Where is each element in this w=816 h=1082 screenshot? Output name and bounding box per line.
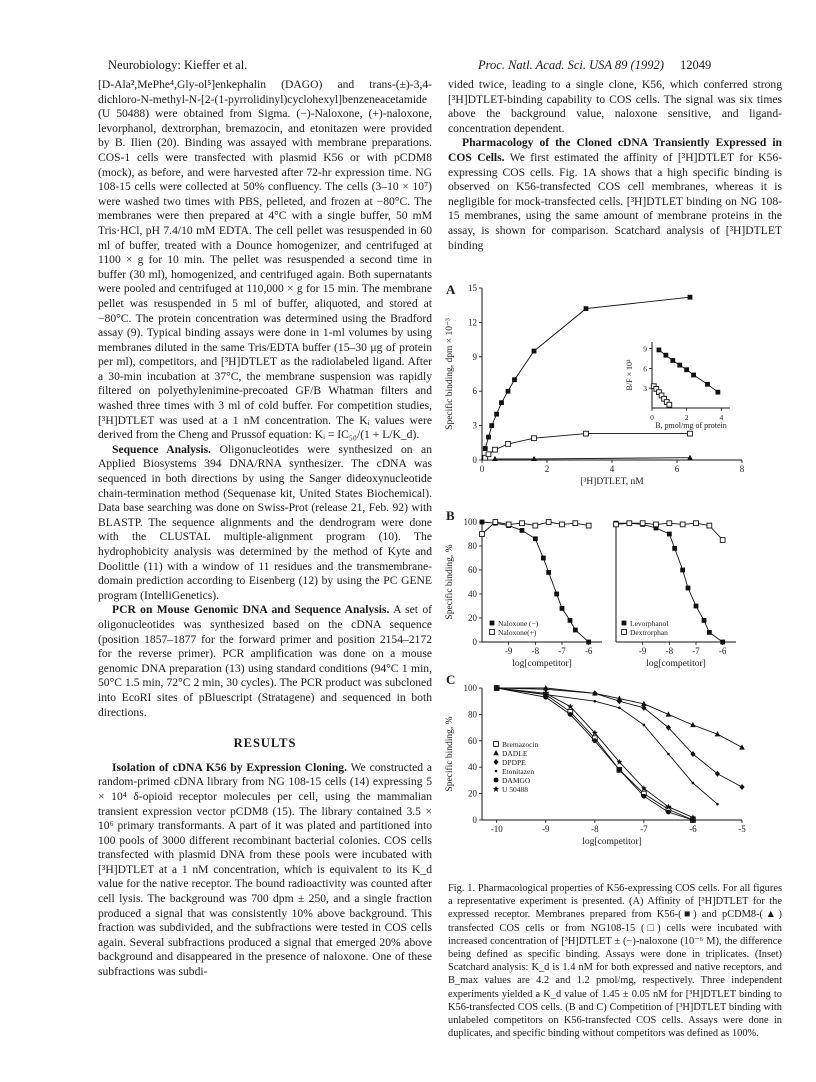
x-tick-label: -8: [665, 646, 674, 656]
data-point: [739, 744, 745, 749]
data-point: [499, 400, 504, 405]
pharmacology-paragraph: [448, 136, 782, 253]
data-point: [715, 771, 720, 777]
x-axis-label: log[competitor]: [582, 837, 642, 847]
data-point: [541, 556, 546, 561]
data-point: [586, 523, 591, 528]
x-tick-label: -7: [558, 646, 566, 656]
series-line: [495, 458, 690, 459]
legend-label: DAMGO: [502, 776, 531, 785]
data-point: [677, 363, 682, 368]
y-tick-label: 100: [463, 517, 477, 527]
pharmacology-heading: Pharmacology of the Cloned cDNA Transiently Expressed in COS Cells.: [448, 136, 782, 164]
y-tick-label: 3: [472, 420, 477, 431]
legend-label: Bremazocin: [502, 740, 539, 749]
data-point: [666, 810, 671, 815]
data-point: [702, 618, 707, 623]
x-tick-label: -9: [638, 646, 647, 656]
x-tick-label: 2: [684, 413, 689, 422]
data-point: [546, 520, 551, 525]
x-tick-label: -5: [738, 824, 746, 834]
y-tick-label: 80: [468, 541, 477, 551]
data-point: [546, 570, 551, 575]
legend-b-right: [622, 619, 669, 637]
right-column: [448, 78, 782, 253]
data-point: [493, 520, 498, 525]
data-point: [506, 389, 511, 394]
data-point: [520, 528, 525, 533]
x-axis-label: [³H]DTLET, nM: [580, 477, 644, 487]
sequence-analysis-text: Oligonucleotides were synthesized on an Applied Biosystems 394 DNA/RNA synthesizer. The cDNA was sequenced in both directions by using the Sanger dideoxynucleotide chain-termination method (Sequenase kit, United States Biochemical). Data base searching was done on Swiss-Prot (release 21, Feb. 92) with BLASTP. The sequence alignments and the dendrogram were done with the CLUSTAL multiple-alignment program (10). The hydrophobicity analysis was determined by the method of Kyte and Doolittle (11) with a window of 11 residues and the transmembrane-domain prediction according to Eisenberg (12) by using the PC GENE program (IntelliGenetics).: [98, 442, 432, 602]
y-axis-label: Specific binding, %: [445, 716, 455, 792]
data-point: [532, 436, 537, 441]
data-point: [512, 377, 517, 382]
pharmacology-text: We first estimated the affinity of [³H]DTLET for K56-expressing COS cells. Fig. 1A shows that a high specific binding is observed on K56-transfected COS cell membranes, whereas it is negligible for mock-transfected cells. [³H]DTLET binding on NG 108-15 membranes, using the same amount of membrane proteins in the assay, is shown for comparison. Scatchard analysis of [³H]DTLET binding: [448, 150, 782, 252]
legend-marker: [622, 630, 627, 635]
running-header-left: Neurobiology: Kieffer et al.: [108, 58, 248, 72]
y-tick-label: 60: [468, 565, 477, 575]
legend-label: DPDPE: [502, 758, 526, 767]
legend-label: DADLE: [502, 749, 528, 758]
data-point: [584, 431, 589, 436]
x-tick-label: -7: [640, 824, 648, 834]
data-point: [584, 306, 589, 311]
data-point: [533, 536, 538, 541]
data-point: [640, 521, 645, 526]
x-tick-label: -6: [584, 646, 593, 656]
panel-label: C: [446, 672, 456, 687]
data-point: [586, 640, 591, 645]
figure-1: [440, 278, 790, 878]
data-point: [506, 522, 511, 527]
data-point: [684, 367, 689, 372]
y-tick-label: 40: [468, 762, 477, 773]
isolation-heading: Isolation of cDNA K56 by Expression Cloning.: [112, 760, 347, 774]
y-tick-label: 0: [472, 637, 477, 647]
data-point: [480, 520, 485, 525]
y-tick-label: 12: [468, 317, 477, 328]
legend-marker: [493, 750, 499, 755]
y-tick-label: 100: [463, 683, 477, 693]
data-point: [667, 753, 670, 756]
running-header-journal: Proc. Natl. Acad. Sci. USA 89 (1992): [478, 58, 664, 72]
page-number: 12049: [680, 58, 712, 72]
x-tick-label: 4: [609, 464, 615, 474]
legend-marker: [494, 742, 499, 747]
data-point: [627, 521, 632, 526]
y-tick-label: 20: [468, 788, 477, 799]
data-point: [667, 532, 672, 537]
data-point: [643, 724, 646, 727]
y-tick-label: 6: [472, 386, 477, 397]
legend-marker: [622, 621, 627, 626]
x-tick-label: 0: [479, 464, 485, 474]
legend-marker: [490, 621, 495, 626]
data-point: [667, 402, 672, 407]
legend-marker: [493, 786, 499, 792]
data-point: [568, 712, 573, 717]
data-point: [573, 628, 578, 633]
data-point: [694, 604, 699, 609]
y-tick-label: 80: [468, 709, 477, 720]
panel-label: A: [446, 282, 456, 297]
panel-label: B: [446, 508, 455, 523]
data-point: [560, 606, 565, 611]
data-point: [670, 358, 675, 363]
data-point: [720, 538, 725, 543]
x-tick-label: 4: [719, 413, 724, 422]
x-tick-label: 8: [739, 464, 745, 474]
x-axis-label: log[competitor]: [646, 659, 706, 669]
data-point: [641, 794, 646, 799]
panel-b: [444, 508, 736, 669]
data-point: [694, 521, 699, 526]
data-point: [506, 442, 511, 447]
data-point: [657, 348, 662, 353]
x-tick-label: -9: [542, 824, 550, 834]
data-point: [532, 349, 537, 354]
data-point: [667, 521, 672, 526]
left-column: [98, 78, 432, 980]
pcr-text: A set of oligonucleotides was synthesized based on the cDNA sequence (position 1857–1877 for the forward primer and position 2154–2172 for the reverse primer). PCR amplification was done on a mouse genomic DNA preparation (13) using standard conditions (94°C 1 min, 50°C 1.5 min, 72°C 2 min, 30 cycles). The PCR product was subcloned into EcoRI sites of pBluescript (Stratagene) and sequenced in both directions.: [98, 603, 433, 719]
data-point: [720, 640, 725, 645]
data-point: [494, 412, 499, 417]
data-point: [594, 700, 597, 703]
legend-label: U 50488: [502, 785, 529, 794]
y-tick-label: 6: [643, 364, 647, 374]
x-tick-label: 0: [650, 413, 654, 422]
x-tick-label: -8: [531, 646, 540, 656]
data-point: [483, 446, 488, 451]
panel-a: [444, 282, 745, 487]
data-point: [568, 618, 573, 623]
data-point: [486, 435, 491, 440]
legend-marker: [494, 778, 499, 783]
data-point: [688, 431, 693, 436]
y-tick-label: 20: [468, 613, 477, 623]
continuation-paragraph: vided twice, leading to a single clone, K56, which conferred strong [³H]DTLET-binding capability to COS cells. The signal was six times above the background value, naloxone sensitive, and ligand-concentration dependent.: [448, 78, 782, 135]
y-tick-label: 9: [472, 351, 477, 362]
x-tick-label: 6: [674, 464, 680, 474]
legend-c: [493, 740, 538, 794]
data-point: [493, 447, 498, 452]
data-point: [686, 586, 691, 591]
legend-label: Levorphanol: [630, 619, 669, 628]
legend-marker: [493, 759, 498, 765]
data-point: [554, 592, 559, 597]
y-tick-label: 15: [468, 283, 477, 293]
data-point: [617, 767, 622, 772]
data-point: [716, 803, 719, 806]
data-point: [715, 390, 720, 395]
x-axis-label: B, pmol/mg of protein: [655, 421, 727, 430]
legend-label: Etonitazen: [502, 767, 535, 776]
x-tick-label: -6: [689, 824, 697, 834]
legend-marker: [490, 630, 495, 635]
data-point: [486, 452, 491, 457]
legend-marker: [495, 770, 498, 773]
legend-b-left: [490, 619, 539, 637]
y-tick-label: 9: [643, 344, 647, 354]
data-point: [560, 522, 565, 527]
data-point: [480, 532, 485, 537]
x-tick-label: -10: [490, 824, 503, 834]
data-point: [592, 738, 597, 743]
methods-paragraph: [D-Ala²,MePhe⁴,Gly-ol⁵]enkephalin (DAGO) and trans-(±)-3,4-dichloro-N-methyl-N-[2-(1-pyrrolidinyl)cyclohexyl]benzeneacetamide (U 50488) were obtained from Sigma. (−)-Naloxone, (+)-naloxone, levorphanol, dextrorphan, bremazocin, and etonitazen were provided by B. Ilien (20). Binding was assayed with membrane preparations. COS-1 cells were transfected with plasmid K56 or with pCDM8 (mock), as before, and were harvested after 72-hr expression time. NG 108-15 cells were collected at 50% confluency. The cells (3–10 × 10⁷) were washed two times with PBS, pelleted, and frozen at −80°C. The membranes were then prepared at 4°C with a single buffer, 50 mM Tris·HCl, pH 7.4/10 mM EDTA. The cell pellet was resuspended in 60 ml of buffer, treated with a Dounce homogenizer, and centrifuged at 1100 × g for 10 min. The pellet was resuspended a second time in buffer (30 ml), homogenized, and centrifuged again. Both supernatants were pooled and centrifuged at 110,000 × g for 15 min. The membrane pellet was resuspended in 5 ml of buffer, aliquoted, and stored at −80°C. The protein concentration was determined using the Bradford assay (9). Typical binding assays were done in 1-ml volumes by using membranes diluted in the same Tris/EDTA buffer (15–30 μg of protein per ml), competitors, and [³H]DTLET as the radiolabeled ligand. After a 30-min incubation at 37°C, the membrane suspension was rapidly filtered on polyethylenimine-precoated GF/B Whatman filters and washed three times with 3 ml of cold buffer. For competition studies, [³H]DTLET was used at a 1 nM concentration. The Kᵢ values were derived from the Cheng and Prussof equation: Kᵢ = IC₅₀/(1 + L/K_d).: [98, 78, 432, 442]
data-point: [672, 546, 677, 551]
data-point: [739, 784, 744, 790]
x-tick-label: -6: [718, 646, 727, 656]
x-tick-label: -7: [692, 646, 700, 656]
pcr-paragraph: [98, 603, 432, 720]
x-tick-label: -8: [591, 824, 599, 834]
data-point: [680, 568, 685, 573]
data-point: [691, 373, 696, 378]
y-axis-label: Specific binding, %: [445, 544, 455, 620]
data-point: [520, 521, 525, 526]
data-point: [663, 353, 668, 358]
y-axis-label: Specific binding, dpm × 10⁻³: [445, 318, 455, 430]
panel-c: [444, 672, 746, 847]
y-tick-label: 40: [468, 589, 477, 599]
y-tick-label: 60: [468, 735, 477, 746]
sequence-analysis-paragraph: [98, 443, 432, 604]
scatchard-inset: [625, 342, 730, 430]
y-axis-label: B/F × 10³: [625, 359, 634, 391]
figure-caption: Fig. 1. Pharmacological properties of K56-expressing COS cells. For all figures a representative experiment is presented. (A) Affinity of [³H]DTLET for the expressed receptor. Membranes prepared from K56-(■) and pCDM8-(▲) transfected COS cells or from NG108-15 (□) cells were incubated with increased concentration of [³H]DTLET ± (−)-naloxone (10⁻⁶ M), the difference being defined as specific binding. Assays were done in triplicates. (Inset) Scatchard analysis: K_d is 1.4 nM for both expressed and native receptors, and B_max values are 4.2 and 1.2 pmol/mg, respectively. Three independent experiments yielded a K_d value of 1.45 ± 0.05 nM for [³H]DTLET binding to K56-transfected COS cells. (B and C) Competition of [³H]DTLET binding with unlabeled competitors on K56-transfected COS cells. Assays were done in duplicates, and specific binding without competitors was defined as 100%.: [448, 883, 782, 1040]
legend-label: Naloxone (−): [498, 619, 539, 628]
legend-label: Naloxone(+): [498, 628, 537, 637]
data-point: [692, 782, 695, 785]
data-point: [489, 423, 494, 428]
data-point: [573, 521, 578, 526]
data-point: [707, 630, 712, 635]
data-point: [654, 522, 659, 527]
data-point: [688, 295, 693, 300]
pcr-heading: PCR on Mouse Genomic DNA and Sequence Analysis.: [112, 603, 390, 617]
data-point: [614, 522, 619, 527]
series-line: [485, 434, 690, 458]
data-point: [618, 707, 621, 710]
isolation-paragraph: [98, 761, 432, 980]
y-tick-label: 3: [643, 384, 647, 394]
data-point: [533, 523, 538, 528]
x-tick-label: 2: [544, 464, 550, 474]
y-tick-label: 0: [472, 455, 477, 465]
y-tick-label: 0: [472, 815, 477, 825]
data-point: [705, 382, 710, 387]
data-point: [680, 522, 685, 527]
x-axis-label: log[competitor]: [512, 659, 572, 669]
sequence-analysis-heading: Sequence Analysis.: [112, 442, 212, 456]
results-heading: RESULTS: [233, 736, 297, 751]
x-tick-label: -9: [504, 646, 513, 656]
legend-label: Dextrorphan: [630, 628, 668, 637]
data-point: [707, 523, 712, 528]
isolation-text: We constructed a random-primed cDNA library from NG 108-15 cells (14) expressing 5 × 10⁴ δ-opioid receptor molecules per cell, using the mammalian transient expression vector pCDM8 (15). The library contained 3.5 × 10⁶ primary transformants. A part of it was plated and partitioned into 100 pools of 3000 different recombinant bacterial colonies. COS cells transfected with plasmid DNA from these pools were incubated with [³H]DTLET at a 1 nM concentration, which is equivalent to its K_d value for the native receptor. The bound radioactivity was counted after cell lysis. The background was 700 dpm ± 250, and a single fraction produced a signal that was consistently 10% above background. This fraction was subdivided, and the subfractions were tested in COS cells again. Several subfractions produced a signal that emerged 20% above background and disappeared in the presence of naloxone. One of these subfractions was subdi-: [98, 760, 433, 979]
